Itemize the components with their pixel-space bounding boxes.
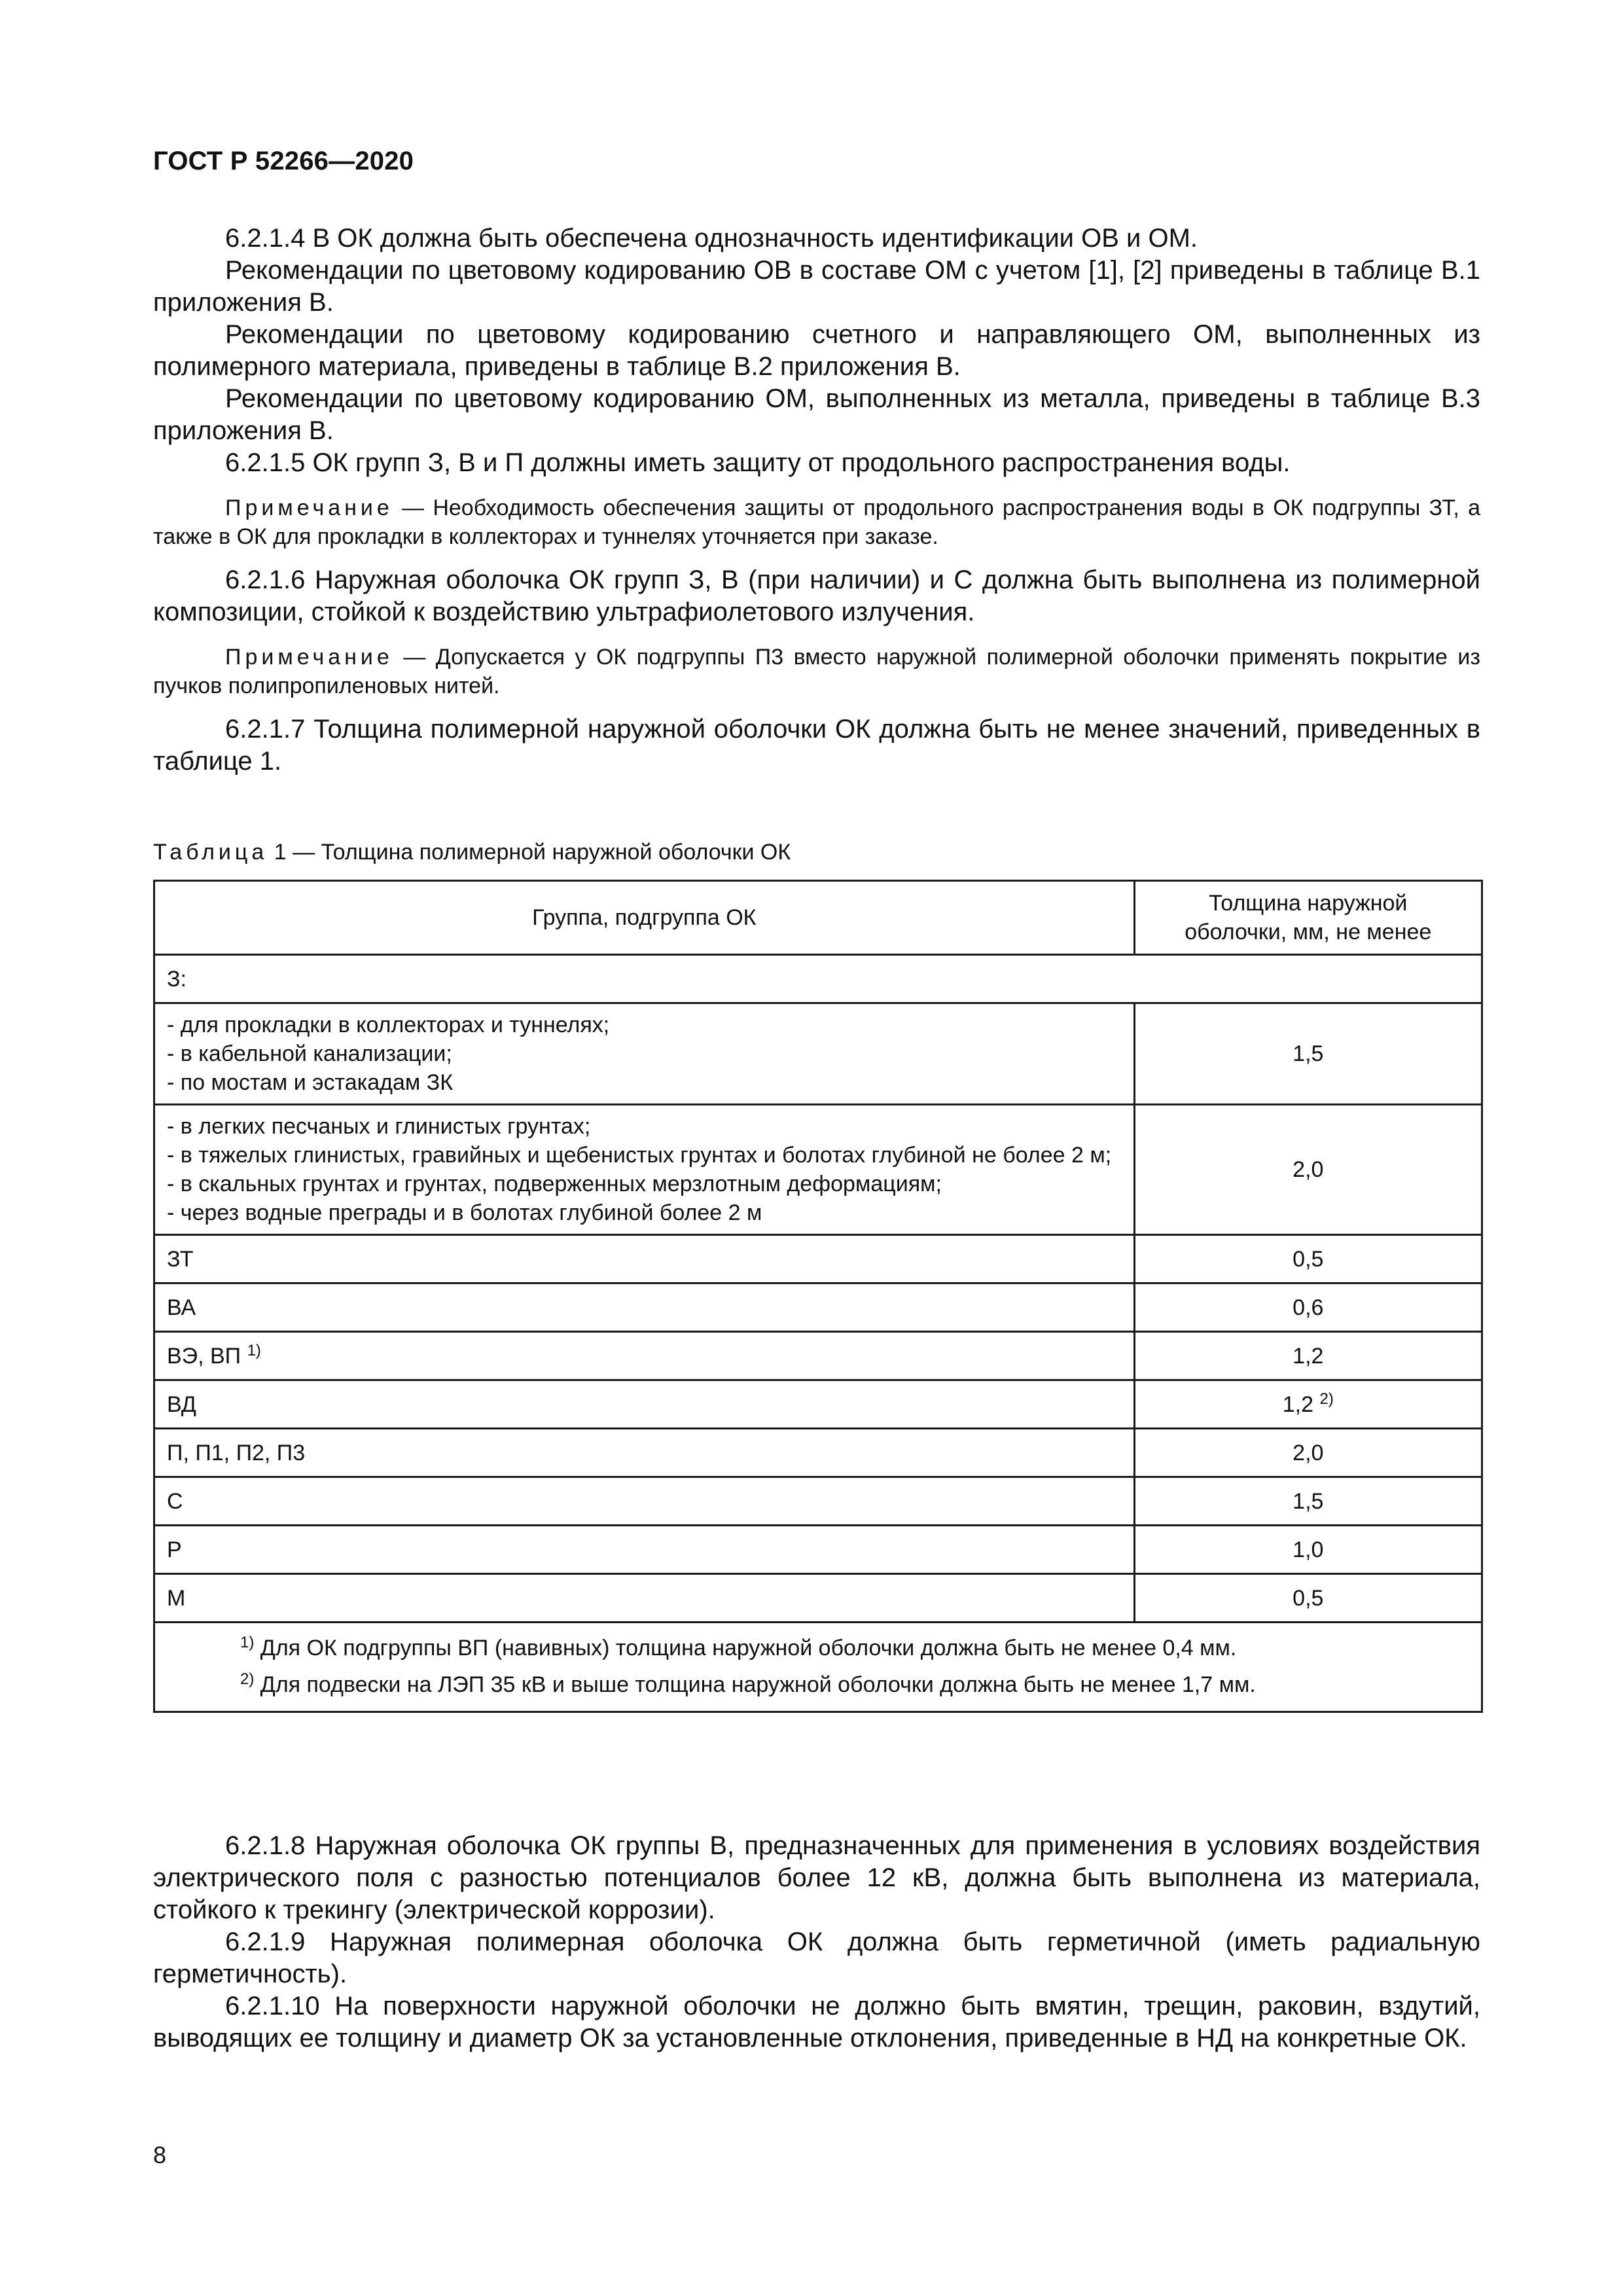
thickness-value: 2,0 — [1293, 1440, 1324, 1465]
block-2-list — [155, 1105, 1133, 1234]
table-footnotes-row — [154, 1623, 1482, 1712]
footnote-1-text: Для ОК подгруппы ВП (навивных) толщина наружной оболочки должна быть не менее 0,4 мм. — [254, 1636, 1237, 1660]
group-cell — [154, 1235, 1135, 1283]
paragraph-6-2-1-5: 6.2.1.5 ОК групп З, В и П должны иметь защиту от продольного распространения воды. — [225, 448, 1291, 477]
group-label: П, П1, П2, П3 — [167, 1440, 306, 1465]
group-label: ВЭ, ВП — [167, 1343, 247, 1369]
thickness-value: 0,5 — [1293, 1246, 1324, 1272]
note-1 — [153, 493, 1480, 551]
thickness-value: 0,5 — [1293, 1585, 1324, 1611]
group-label: ВД — [167, 1391, 196, 1417]
table-caption — [153, 839, 791, 865]
table-row — [154, 1574, 1482, 1623]
block-1-list-cell — [154, 1003, 1135, 1105]
value-cell — [1134, 1526, 1482, 1574]
thickness-value: 1,5 — [1293, 1488, 1324, 1514]
table-row — [154, 1332, 1482, 1380]
table-row-block-2 — [154, 1105, 1482, 1235]
thickness-value: 1,2 — [1293, 1343, 1324, 1369]
footnote-2-mark: 2) — [240, 1670, 255, 1688]
group-cell — [154, 1380, 1135, 1429]
paragraph-6-2-1-8: 6.2.1.8 Наружная оболочка ОК группы В, предназначенных для применения в условиях воздействия электрического поля с разностью потенциалов более 12 кВ, должна быть выполнена из материала, стойкого к трекингу (электрической коррозии). — [153, 1831, 1480, 1924]
group-label: ЗТ — [167, 1246, 194, 1272]
header-group: Группа, подгруппа ОК — [154, 881, 1135, 955]
block-2-list-cell — [154, 1105, 1135, 1235]
table-row-group-z — [154, 955, 1482, 1003]
group-footnote-mark: 1) — [247, 1341, 261, 1359]
paragraph-6-2-1-4: 6.2.1.4 В ОК должна быть обеспечена однозначность идентификации ОВ и ОМ. — [225, 224, 1198, 253]
list-item: - через водные преграды и в болотах глубиной более 2 м — [167, 1200, 762, 1225]
group-cell — [154, 1332, 1135, 1380]
table-row — [154, 1477, 1482, 1526]
list-item: - для прокладки в коллекторах и туннелях; — [167, 1013, 610, 1037]
thickness-value: 1,0 — [1293, 1537, 1324, 1562]
table-row — [154, 1526, 1482, 1574]
value-cell — [1134, 1477, 1482, 1526]
paragraph-6-2-1-10: 6.2.1.10 На поверхности наружной оболочки не должно быть вмятин, трещин, раковин, вздутий, выводящих ее толщину и диаметр ОК за установленные отклонения, приведенные в НД на конкретные ОК. — [153, 1992, 1480, 2053]
note-2-text: — Допускается у ОК подгруппы П3 вместо наружной полимерной оболочки применять покрытие из пучков полипропиленовых нитей. — [153, 645, 1480, 698]
table-row-block-1 — [154, 1003, 1482, 1105]
value-cell — [1134, 1380, 1482, 1429]
table-header-row — [154, 881, 1482, 955]
group-label: М — [167, 1585, 186, 1611]
table-footnotes — [154, 1623, 1482, 1712]
value-cell — [1134, 1235, 1482, 1283]
section-text-lower — [153, 1830, 1480, 2054]
footnote-2 — [240, 1666, 1481, 1703]
thickness-value: 0,6 — [1293, 1295, 1324, 1320]
table-row — [154, 1429, 1482, 1477]
list-item: - по мостам и эстакадам ЗК — [167, 1070, 454, 1095]
table-caption-label: Таблица — [153, 840, 268, 865]
list-item: - в кабельной канализации; — [167, 1041, 452, 1066]
group-cell — [154, 1429, 1135, 1477]
value-cell — [1134, 1574, 1482, 1623]
block-1-list — [155, 1004, 1133, 1103]
table-row — [154, 1235, 1482, 1283]
list-item: - в скальных грунтах и грунтах, подверженных мерзлотным деформациям; — [167, 1172, 942, 1196]
page-number: 8 — [153, 2142, 167, 2168]
group-cell — [154, 1283, 1135, 1332]
note-1-label: Примечание — [225, 495, 393, 520]
group-label: Р — [167, 1537, 182, 1562]
thickness-value: 1,2 — [1282, 1391, 1320, 1417]
section-text-upper — [153, 223, 1480, 778]
list-item: - в тяжелых глинистых, гравийных и щебенистых грунтах и болотах глубиной не более 2 м; — [167, 1143, 1112, 1168]
paragraph-om-metal-colors: Рекомендации по цветовому кодированию ОМ, выполненных из металла, приведены в таблице В.3 приложения В. — [153, 384, 1480, 445]
note-2 — [153, 643, 1480, 700]
value-cell — [1134, 1332, 1482, 1380]
value-footnote-mark: 2) — [1319, 1390, 1334, 1408]
group-cell — [154, 1574, 1135, 1623]
value-cell — [1134, 1283, 1482, 1332]
table-row — [154, 1380, 1482, 1429]
thickness-table — [153, 880, 1483, 1713]
list-item: - в легких песчаных и глинистых грунтах; — [167, 1114, 591, 1139]
group-cell — [154, 1526, 1135, 1574]
group-label: С — [167, 1488, 183, 1514]
footnote-2-text: Для подвески на ЛЭП 35 кВ и выше толщина наружной оболочки должна быть не менее 1,7 мм. — [254, 1672, 1256, 1697]
note-1-text: — Необходимость обеспечения защиты от продольного распространения воды в ОК подгруппы ЗТ, а также в ОК для прокладки в коллекторах и туннелях уточняется при заказе. — [153, 495, 1480, 549]
value-cell — [1134, 1429, 1482, 1477]
paragraph-om-polymer-colors: Рекомендации по цветовому кодированию счетного и направляющего ОМ, выполненных из полимерного материала, приведены в таблице В.2 приложения В. — [153, 320, 1480, 381]
footnote-1 — [240, 1630, 1481, 1666]
footnote-1-mark: 1) — [240, 1634, 255, 1651]
note-2-label: Примечание — [225, 645, 393, 670]
table-row — [154, 1283, 1482, 1332]
paragraph-ov-colors: Рекомендации по цветовому кодированию ОВ в составе ОМ с учетом [1], [2] приведены в таблице В.1 приложения В. — [153, 256, 1480, 317]
block-2-value: 2,0 — [1134, 1105, 1482, 1235]
block-1-value: 1,5 — [1134, 1003, 1482, 1105]
header-thickness: Толщина наружной оболочки, мм, не менее — [1134, 881, 1482, 955]
group-label: ВА — [167, 1295, 196, 1320]
group-z-label: З: — [154, 955, 1482, 1003]
group-cell — [154, 1477, 1135, 1526]
paragraph-6-2-1-9: 6.2.1.9 Наружная полимерная оболочка ОК должна быть герметичной (иметь радиальную герметичность). — [153, 1928, 1480, 1988]
table-caption-text: 1 — Толщина полимерной наружной оболочки ОК — [268, 840, 791, 865]
document-header: ГОСТ Р 52266—2020 — [153, 147, 414, 175]
paragraph-6-2-1-7: 6.2.1.7 Толщина полимерной наружной оболочки ОК должна быть не менее значений, приведенных в таблице 1. — [153, 715, 1480, 776]
paragraph-6-2-1-6: 6.2.1.6 Наружная оболочка ОК групп З, В (при наличии) и С должна быть выполнена из полимерной композиции, стойкой к воздействию ультрафиолетового излучения. — [153, 565, 1480, 626]
